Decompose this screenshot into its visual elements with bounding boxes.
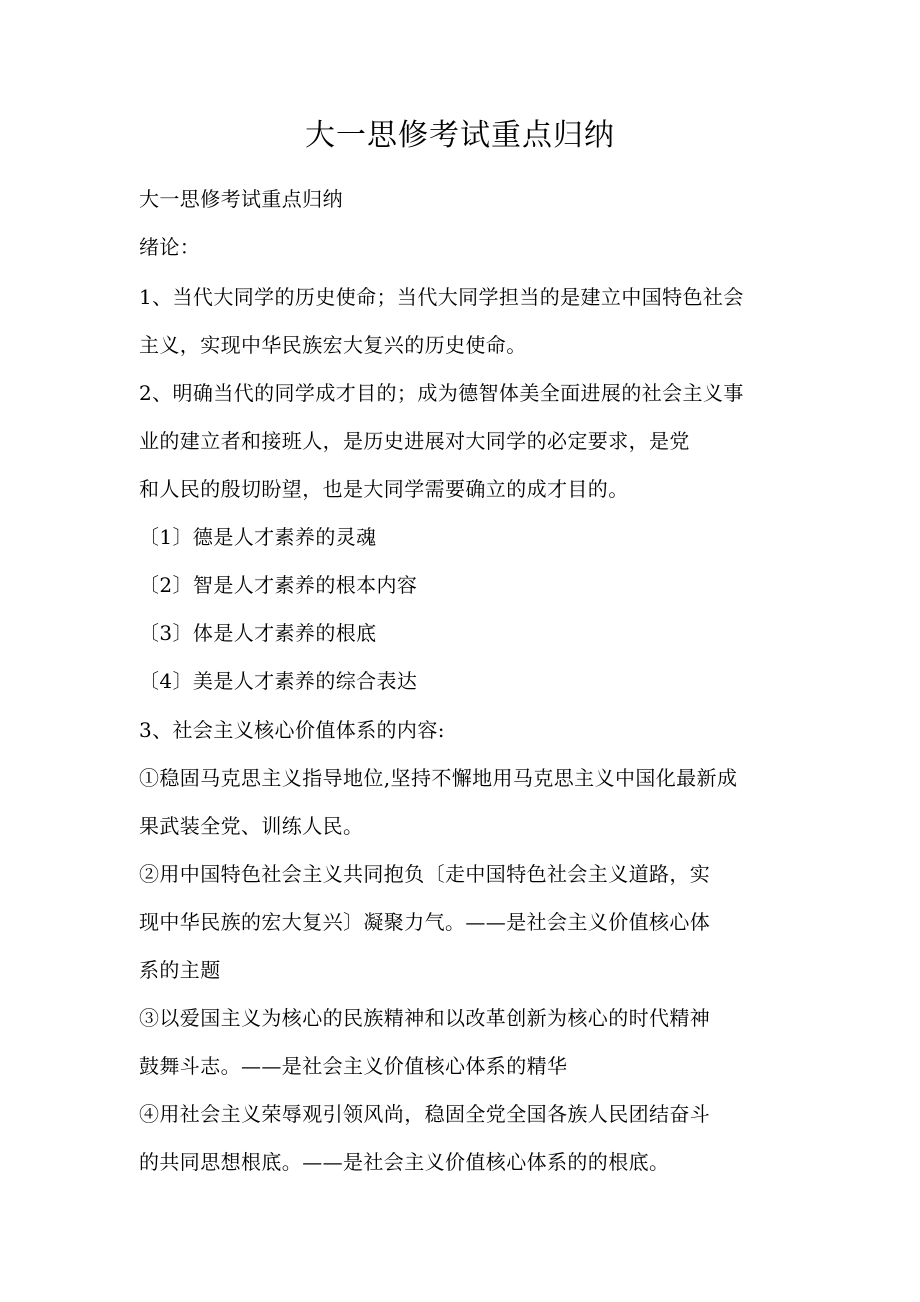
paragraph-line: 和人民的殷切盼望，也是大同学需要确立的成才目的。 — [139, 477, 629, 501]
paragraph-line: 业的建立者和接班人，是历史进展对大同学的必定要求，是党 — [139, 429, 690, 453]
paragraph-line: 鼓舞斗志。——是社会主义价值核心体系的精华 — [139, 1054, 568, 1078]
document-title: 大一思修考试重点归纳 — [305, 118, 615, 153]
paragraph-line: 主义，实现中华民族宏大复兴的历史使命。 — [139, 333, 527, 357]
paragraph-line: ③以爱国主义为核心的民族精神和以改革创新为核心的时代精神 — [139, 1006, 711, 1030]
document-subtitle: 大一思修考试重点归纳 — [139, 187, 343, 211]
paragraph-line: ①稳固马克思主义指导地位,坚持不懈地用马克思主义中国化最新成 — [139, 766, 738, 790]
list-item: 〔3〕体是人才素养的根底 — [139, 621, 377, 645]
paragraph-line: ②用中国特色社会主义共同抱负〔走中国特色社会主义道路，实 — [139, 862, 711, 886]
paragraph-line: 1、当代大同学的历史使命；当代大同学担当的是建立中国特色社会 — [139, 285, 744, 309]
paragraph-line: 果武装全党、训练人民。 — [139, 814, 364, 838]
paragraph-line: 现中华民族的宏大复兴〕凝聚力气。——是社会主义价值核心体 — [139, 910, 711, 934]
section-heading: 3、社会主义核心价值体系的内容: — [139, 718, 445, 742]
paragraph-line: 系的主题 — [139, 958, 221, 982]
list-item: 〔1〕德是人才素养的灵魂 — [139, 525, 377, 549]
list-item: 〔4〕美是人才素养的综合表达 — [139, 669, 418, 693]
intro-heading: 绪论： — [139, 235, 201, 259]
paragraph-line: ④用社会主义荣辱观引领风尚，稳固全党全国各族人民团结奋斗 — [139, 1102, 711, 1126]
paragraph-line: 的共同思想根底。——是社会主义价值核心体系的的根底。 — [139, 1150, 670, 1174]
list-item: 〔2〕智是人才素养的根本内容 — [139, 573, 418, 597]
paragraph-line: 2、明确当代的同学成才目的；成为德智体美全面进展的社会主义事 — [139, 381, 744, 405]
